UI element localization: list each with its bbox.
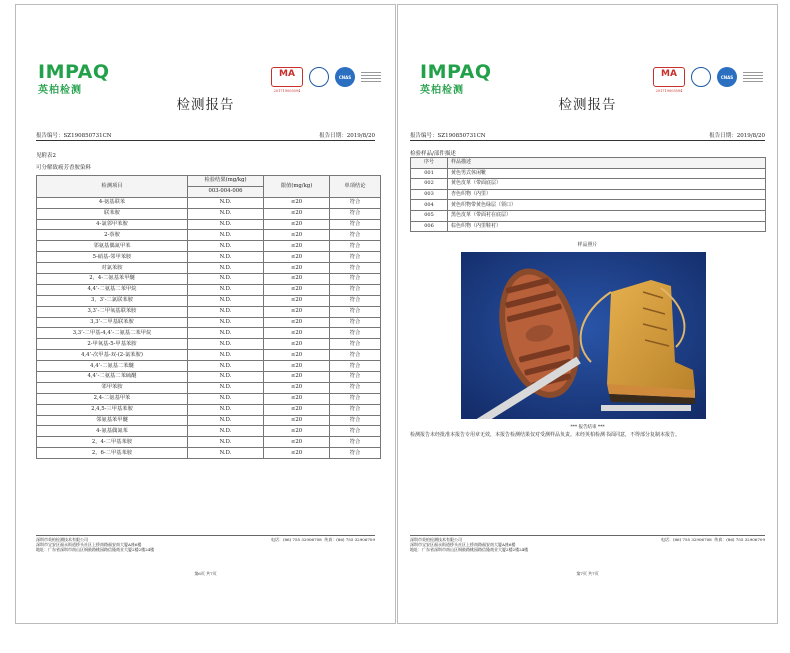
cell-result: N.D. (188, 208, 264, 219)
cell-limit: ≤20 (264, 393, 330, 404)
cell-item: 4-氯邻甲苯胺 (37, 219, 188, 230)
cell-item: 3，3’-二氯联苯胺 (37, 295, 188, 306)
table-row (37, 208, 381, 219)
cell-result: N.D. (188, 295, 264, 306)
cell-verdict: 符合 (330, 263, 381, 274)
report-title: 检测报告 (176, 97, 235, 113)
cell-result: N.D. (188, 404, 264, 415)
cell-item: 2，4-二甲基苯胺 (37, 437, 188, 448)
table-row (411, 189, 766, 200)
cell-result: N.D. (188, 284, 264, 295)
cell-result: N.D. (188, 328, 264, 339)
table-row (37, 339, 381, 350)
cell-item: 2，6-二甲基苯胺 (37, 448, 188, 459)
report-meta (36, 131, 375, 141)
cell-verdict: 符合 (330, 274, 381, 285)
col-item: 检测项目 (37, 176, 188, 198)
cell-verdict: 符合 (330, 219, 381, 230)
cell-verdict: 符合 (330, 437, 381, 448)
cell-verdict: 符合 (330, 230, 381, 241)
cell-limit: ≤20 (264, 219, 330, 230)
cell-result: N.D. (188, 415, 264, 426)
cell-sample-no: 004 (411, 200, 448, 211)
cell-item: 4,4’-次甲基-双-(2-氯苯胺) (37, 350, 188, 361)
cell-sample-desc: 棕色织物（内里鞋衬） (448, 221, 766, 232)
cell-limit: ≤20 (264, 306, 330, 317)
cell-limit: ≤20 (264, 328, 330, 339)
logo-text-en: IMPAQ (38, 61, 110, 83)
table-row (37, 306, 381, 317)
table-row (37, 415, 381, 426)
cell-item: 2-甲氧基-5-甲基苯胺 (37, 339, 188, 350)
ilac-seal-icon (309, 67, 329, 87)
cell-limit: ≤20 (264, 448, 330, 459)
accreditation-badges (653, 67, 763, 93)
cell-result: N.D. (188, 274, 264, 285)
cell-verdict: 符合 (330, 350, 381, 361)
cell-result: N.D. (188, 393, 264, 404)
cell-item: 邻甲苯胺 (37, 382, 188, 393)
cnas-seal-icon: CNAS (717, 67, 737, 87)
cell-verdict: 符合 (330, 252, 381, 263)
section-title: 可分解致癌芳香胺染料 (36, 165, 92, 171)
cell-sample-desc: 黄色织物带黄色绿层（领口） (448, 200, 766, 211)
cell-item: 4,4’-二氨基二苯硫醚 (37, 372, 188, 383)
cell-limit: ≤20 (264, 284, 330, 295)
accreditation-badges (271, 67, 381, 93)
cell-limit: ≤20 (264, 295, 330, 306)
cell-sample-desc: 黑色皮革（带面衬在底层） (448, 210, 766, 221)
cell-verdict: 符合 (330, 382, 381, 393)
table-row (37, 295, 381, 306)
logo-text-en: IMPAQ (420, 61, 492, 83)
sample-description-table (410, 157, 766, 232)
cell-sample-no: 006 (411, 221, 448, 232)
report-number: 报告编号：SZ190850731CN (410, 133, 486, 139)
cell-limit: ≤20 (264, 372, 330, 383)
report-meta (410, 131, 765, 141)
accreditation-lines (361, 72, 381, 82)
table-row (37, 393, 381, 404)
cell-verdict: 符合 (330, 328, 381, 339)
cell-item: 2，4-二氨基苯甲醚 (37, 274, 188, 285)
cell-result: N.D. (188, 448, 264, 459)
table-row (37, 241, 381, 252)
cell-verdict: 符合 (330, 393, 381, 404)
table-row (37, 426, 381, 437)
table-row (37, 328, 381, 339)
company-logo (420, 63, 492, 96)
section-ref: 见附表2 (36, 153, 56, 159)
col-verdict: 单项结论 (330, 176, 381, 198)
page-number: 第6页 共7页 (194, 571, 217, 576)
sample-boot-photo (461, 252, 706, 419)
cell-result: N.D. (188, 317, 264, 328)
cell-result: N.D. (188, 197, 264, 208)
table-row (37, 197, 381, 208)
cell-item: 4,4’-二氨基二苯甲烷 (37, 284, 188, 295)
cell-item: 2-萘胺 (37, 230, 188, 241)
cell-limit: ≤20 (264, 426, 330, 437)
table-row (37, 219, 381, 230)
table-row (37, 361, 381, 372)
cell-verdict: 符合 (330, 372, 381, 383)
page-footer: 深圳市英柏检测技术有限公司 电话：(86) 755 32906708 传真：(86) 755 32906709 深圳市宝安区福永街道桥头社区上桥南路福安南大厦A座6楼 地址：广东省深圳市南山区铜鼓路桃园路信隆商业大厦2楼2楼24楼 (410, 537, 765, 552)
col-sample-desc: 样品描述 (448, 158, 766, 169)
cell-verdict: 符合 (330, 415, 381, 426)
cell-limit: ≤20 (264, 208, 330, 219)
cell-result: N.D. (188, 219, 264, 230)
cell-item: 对氯苯胺 (37, 263, 188, 274)
cell-verdict: 符合 (330, 295, 381, 306)
cell-item: 5-硝基-邻甲苯胺 (37, 252, 188, 263)
cell-sample-desc: 黄色男式休闲靴 (448, 168, 766, 179)
table-row (411, 200, 766, 211)
cell-limit: ≤20 (264, 252, 330, 263)
report-end-mark: *** 报告结束 *** (570, 425, 605, 430)
ma-seal-icon: MA 201719005594 (271, 67, 303, 87)
cell-item: 4-氨基偶氮苯 (37, 426, 188, 437)
table-row (411, 179, 766, 190)
cell-sample-no: 001 (411, 168, 448, 179)
table-row (37, 252, 381, 263)
table-row (37, 437, 381, 448)
cell-limit: ≤20 (264, 274, 330, 285)
col-result: 检验结果(mg/kg) (188, 176, 264, 187)
cell-result: N.D. (188, 263, 264, 274)
table-row (37, 372, 381, 383)
cell-item: 邻氨基苯甲醚 (37, 415, 188, 426)
cell-limit: ≤20 (264, 361, 330, 372)
cell-verdict: 符合 (330, 404, 381, 415)
cell-limit: ≤20 (264, 350, 330, 361)
cell-limit: ≤20 (264, 263, 330, 274)
cell-verdict: 符合 (330, 361, 381, 372)
cell-result: N.D. (188, 241, 264, 252)
cell-item: 邻氨基偶氮甲苯 (37, 241, 188, 252)
cell-item: 3,3’-二甲基联苯胺 (37, 317, 188, 328)
table-row (37, 448, 381, 459)
cell-limit: ≤20 (264, 404, 330, 415)
table-row (37, 350, 381, 361)
logo-text-cn: 英柏检测 (420, 85, 464, 96)
table-row (37, 317, 381, 328)
col-limit: 限值(mg/kg) (264, 176, 330, 198)
cell-verdict: 符合 (330, 284, 381, 295)
report-title: 检测报告 (558, 97, 617, 113)
page-footer: 深圳市英柏检测技术有限公司 电话：(86) 755 32906708 传真：(86) 755 32906709 深圳市宝安区福永街道桥头社区上桥南路福安南大厦A座6楼 地址：广东省深圳市南山区铜鼓路桃园路信隆商业大厦2楼2楼24楼 (36, 537, 375, 552)
report-page-6 (15, 4, 396, 624)
report-disclaimer: 检测报告未经批准本报告专用章无效，本报告检测结果仅对受测样品负责。未经英柏检测书面同意，不得部分复制本报告。 (410, 432, 681, 438)
cell-limit: ≤20 (264, 317, 330, 328)
photo-caption: 样品照片 (577, 242, 598, 248)
table-row (37, 263, 381, 274)
table-row (37, 274, 381, 285)
table-row (37, 284, 381, 295)
cell-result: N.D. (188, 382, 264, 393)
table-row (37, 404, 381, 415)
table-row (37, 382, 381, 393)
report-date: 报告日期：2019/8/20 (319, 133, 375, 139)
col-sample-ids: 003-004-006 (188, 186, 264, 197)
cell-verdict: 符合 (330, 306, 381, 317)
cell-sample-no: 003 (411, 189, 448, 200)
cell-verdict: 符合 (330, 208, 381, 219)
cell-result: N.D. (188, 306, 264, 317)
ma-seal-icon: MA 201719005594 (653, 67, 685, 87)
table-row (411, 221, 766, 232)
cell-verdict: 符合 (330, 197, 381, 208)
cell-result: N.D. (188, 230, 264, 241)
cell-result: N.D. (188, 350, 264, 361)
accreditation-lines (743, 72, 763, 82)
col-sample-no: 序号 (411, 158, 448, 169)
cell-verdict: 符合 (330, 426, 381, 437)
cell-result: N.D. (188, 372, 264, 383)
cell-limit: ≤20 (264, 437, 330, 448)
cell-item: 2,4-二氨基甲苯 (37, 393, 188, 404)
cell-item: 4,4’-二氨基二苯醚 (37, 361, 188, 372)
cell-item: 3,3’-二甲氧基联苯胺 (37, 306, 188, 317)
cell-item: 2,4,5-三甲基苯胺 (37, 404, 188, 415)
table-row (37, 230, 381, 241)
logo-text-cn: 英柏检测 (38, 85, 82, 96)
ilac-seal-icon (691, 67, 711, 87)
cnas-seal-icon: CNAS (335, 67, 355, 87)
cell-result: N.D. (188, 339, 264, 350)
table-row (411, 168, 766, 179)
cell-limit: ≤20 (264, 230, 330, 241)
cell-sample-no: 002 (411, 179, 448, 190)
cell-verdict: 符合 (330, 317, 381, 328)
table-row (411, 210, 766, 221)
cell-result: N.D. (188, 361, 264, 372)
cell-limit: ≤20 (264, 197, 330, 208)
page-number: 第7页 共7页 (576, 571, 599, 576)
cell-item: 联苯胺 (37, 208, 188, 219)
cell-sample-desc: 杏色织物（内里） (448, 189, 766, 200)
cell-result: N.D. (188, 252, 264, 263)
report-number: 报告编号：SZ190850731CN (36, 133, 112, 139)
cell-verdict: 符合 (330, 448, 381, 459)
report-date: 报告日期：2019/8/20 (709, 133, 765, 139)
cell-verdict: 符合 (330, 241, 381, 252)
cell-item: 3,3’-二甲基-4,4’-二氨基二苯甲烷 (37, 328, 188, 339)
cell-sample-desc: 黄色皮革（带面底层） (448, 179, 766, 190)
company-logo (38, 63, 110, 96)
cell-limit: ≤20 (264, 241, 330, 252)
report-page-7 (397, 4, 778, 624)
cell-result: N.D. (188, 437, 264, 448)
azo-dye-results-table (36, 175, 381, 459)
cell-limit: ≤20 (264, 339, 330, 350)
cell-sample-no: 005 (411, 210, 448, 221)
cell-item: 4-氨基联苯 (37, 197, 188, 208)
cell-result: N.D. (188, 426, 264, 437)
cell-verdict: 符合 (330, 339, 381, 350)
sample-section-title: 检验样品/部件描述 (410, 149, 765, 158)
cell-limit: ≤20 (264, 382, 330, 393)
cell-limit: ≤20 (264, 415, 330, 426)
